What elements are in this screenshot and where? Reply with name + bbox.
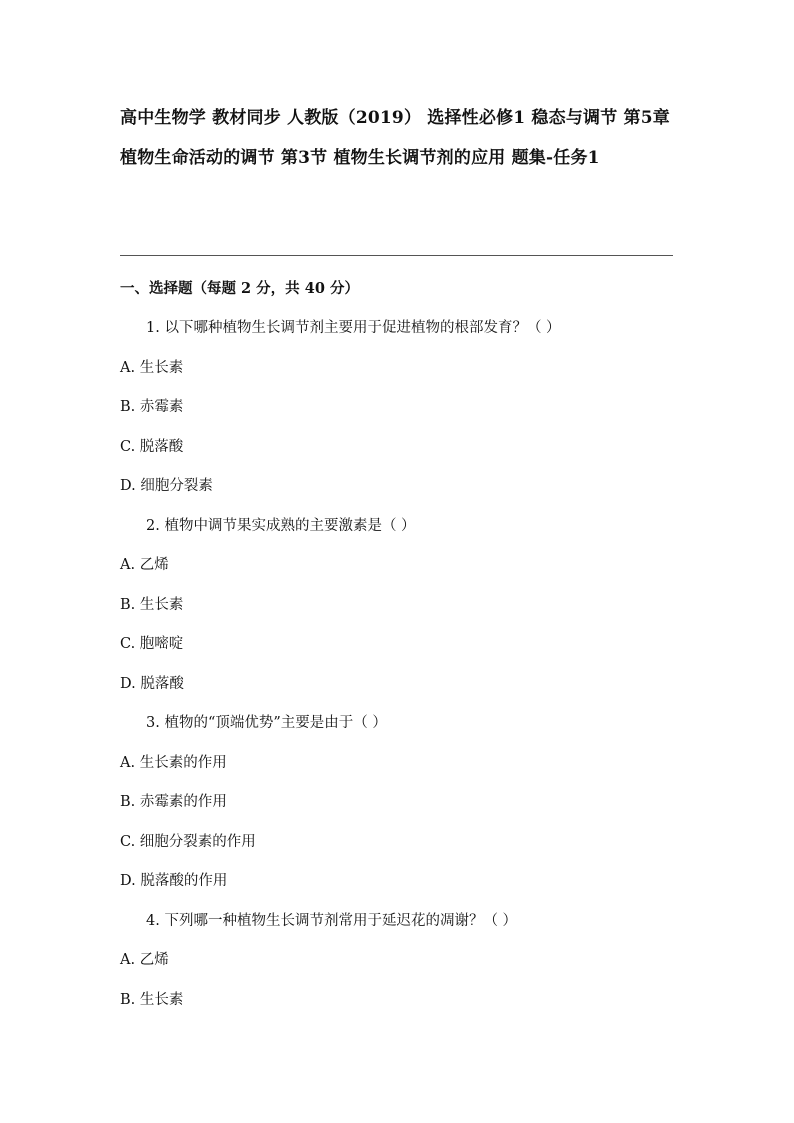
question-1-option-d: D. 细胞分裂素 (120, 478, 213, 494)
question-3-option-a: A. 生长素的作用 (120, 755, 227, 771)
question-4-stem: 4. 下列哪一种植物生长调节剂常用于延迟花的凋谢？（ ） (146, 913, 518, 929)
question-2-stem: 2. 植物中调节果实成熟的主要激素是（ ） (146, 518, 416, 534)
question-3-option-c: C. 细胞分裂素的作用 (120, 834, 256, 850)
question-1-option-a: A. 生长素 (120, 360, 184, 376)
section-heading: 一、选择题（每题 2 分，共 40 分） (120, 280, 359, 297)
question-1-option-c: C. 脱落酸 (120, 439, 184, 455)
question-2-option-b: B. 生长素 (120, 597, 184, 613)
question-4-option-a: A. 乙烯 (120, 952, 169, 968)
question-3-option-b: B. 赤霉素的作用 (120, 794, 227, 810)
document-title: 高中生物学 教材同步 人教版（2019） 选择性必修1 稳态与调节 第5章 植物生命活动的调节 第3节 植物生长调节剂的应用 题集-任务1 (120, 108, 670, 168)
question-3-option-d: D. 脱落酸的作用 (120, 873, 228, 889)
title-divider (120, 255, 673, 256)
question-2-option-a: A. 乙烯 (120, 557, 169, 573)
question-3-stem: 3. 植物的“顶端优势”主要是由于（ ） (146, 715, 387, 731)
question-2-option-c: C. 胞嘧啶 (120, 636, 184, 652)
question-1-option-b: B. 赤霉素 (120, 399, 184, 415)
question-2-option-d: D. 脱落酸 (120, 676, 184, 692)
question-1-stem: 1. 以下哪种植物生长调节剂主要用于促进植物的根部发育？（ ） (146, 320, 561, 336)
question-4-option-b: B. 生长素 (120, 992, 184, 1008)
